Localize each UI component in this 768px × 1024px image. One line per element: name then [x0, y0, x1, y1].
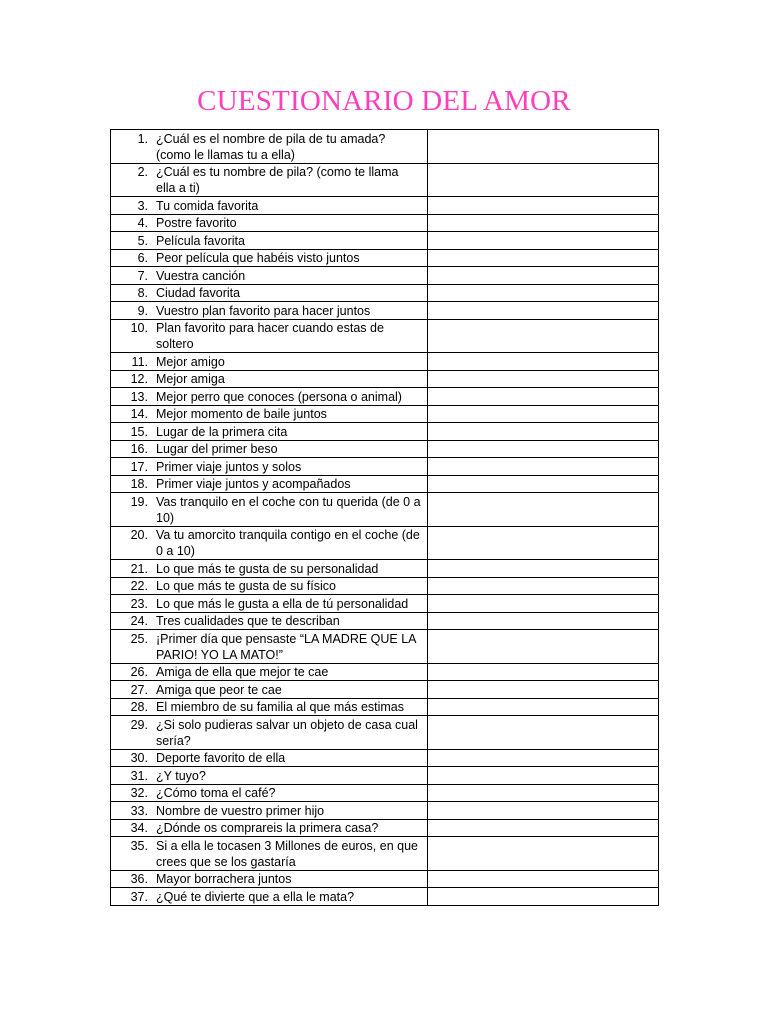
question-number: 22. [130, 579, 148, 593]
question-item [111, 320, 427, 353]
question-row [111, 630, 659, 664]
question-cell [111, 249, 428, 267]
question-row [111, 267, 659, 285]
question-number: 31. [130, 768, 148, 783]
answer-cell[interactable] [428, 749, 659, 767]
question-cell [111, 493, 428, 527]
question-item [111, 837, 427, 870]
question-text: Mejor momento de baile juntos [156, 407, 327, 421]
question-number: 10. [130, 321, 148, 335]
question-item [111, 353, 427, 370]
question-item [111, 267, 427, 284]
question-item [111, 699, 427, 716]
question-row [111, 888, 659, 906]
question-cell [111, 577, 428, 595]
question-row [111, 612, 659, 630]
question-number: 23. [130, 596, 148, 611]
question-text: Lo que más le gusta a ella de tú personalidad [156, 596, 409, 611]
question-text: ¡Primer día que pensaste “LA MADRE QUE LA PARIO! YO LA MATO!” [156, 631, 416, 662]
question-row [111, 458, 659, 476]
question-cell [111, 232, 428, 250]
answer-cell[interactable] [428, 130, 659, 164]
question-cell [111, 819, 428, 837]
question-number: 7. [137, 268, 148, 283]
question-row [111, 767, 659, 785]
question-text: Nombre de vuestro primer hijo [156, 803, 325, 818]
question-text: Película favorita [156, 233, 245, 248]
question-number: 32. [130, 786, 148, 800]
question-row [111, 663, 659, 681]
question-row [111, 560, 659, 578]
question-cell [111, 837, 428, 871]
page-title: CUESTIONARIO DEL AMOR [197, 85, 571, 117]
question-number: 26. [130, 665, 148, 679]
question-cell [111, 214, 428, 232]
answer-cell[interactable] [428, 698, 659, 716]
question-row [111, 284, 659, 302]
questionnaire-body [111, 130, 659, 906]
question-item [111, 527, 427, 560]
question-item [111, 785, 427, 802]
question-text: Tu comida favorita [156, 198, 259, 213]
question-item [111, 232, 427, 249]
question-row [111, 870, 659, 888]
question-number: 30. [130, 751, 148, 765]
question-number: 21. [130, 561, 148, 576]
question-cell [111, 698, 428, 716]
answer-cell[interactable] [428, 353, 659, 371]
question-item [111, 716, 427, 749]
question-item [111, 630, 427, 663]
question-text: ¿Cuál es el nombre de pila de tu amada? (como le llamas tu a ella) [156, 131, 386, 162]
question-text: Vuestra canción [156, 268, 246, 283]
answer-cell[interactable] [428, 163, 659, 197]
question-row [111, 784, 659, 802]
answer-cell[interactable] [428, 888, 659, 906]
question-text: Postre favorito [156, 216, 237, 230]
question-row [111, 232, 659, 250]
question-text: Lugar de la primera cita [156, 424, 288, 439]
question-row [111, 716, 659, 750]
question-item [111, 578, 427, 595]
question-number: 27. [130, 682, 148, 697]
question-text: Ciudad favorita [156, 286, 241, 300]
question-item [111, 560, 427, 577]
question-text: El miembro de su familia al que más estimas [156, 700, 405, 714]
question-number: 37. [130, 889, 148, 904]
question-text: Lo que más te gusta de su físico [156, 579, 336, 593]
question-text: Tres cualidades que te describan [156, 614, 340, 628]
question-text: ¿Si solo pudieras salvar un objeto de casa cual sería? [156, 717, 418, 748]
question-cell [111, 302, 428, 320]
question-text: Vas tranquilo en el coche con tu querida (de 0 a 10) [156, 494, 421, 525]
question-number: 1. [137, 131, 148, 146]
question-row [111, 440, 659, 458]
question-cell [111, 475, 428, 493]
question-row [111, 302, 659, 320]
question-cell [111, 370, 428, 388]
answer-cell[interactable] [428, 388, 659, 406]
question-text: ¿Y tuyo? [156, 768, 206, 783]
answer-cell[interactable] [428, 595, 659, 613]
answer-cell[interactable] [428, 284, 659, 302]
question-number: 20. [130, 528, 148, 542]
question-cell [111, 197, 428, 215]
answer-cell[interactable] [428, 370, 659, 388]
answer-cell[interactable] [428, 440, 659, 458]
question-cell [111, 405, 428, 423]
question-number: 34. [130, 821, 148, 835]
question-cell [111, 353, 428, 371]
question-cell [111, 458, 428, 476]
question-cell [111, 612, 428, 630]
question-item [111, 820, 427, 837]
question-row [111, 370, 659, 388]
question-cell [111, 749, 428, 767]
question-number: 5. [137, 233, 148, 248]
question-number: 29. [130, 717, 148, 732]
question-number: 8. [137, 286, 148, 300]
answer-cell[interactable] [428, 819, 659, 837]
question-cell [111, 440, 428, 458]
answer-cell[interactable] [428, 232, 659, 250]
question-cell [111, 163, 428, 197]
question-row [111, 130, 659, 164]
question-text: Mejor amigo [156, 354, 225, 369]
question-number: 12. [130, 372, 148, 386]
question-item [111, 888, 427, 905]
questionnaire-table [110, 129, 659, 906]
question-row [111, 802, 659, 820]
question-number: 14. [130, 407, 148, 421]
question-item [111, 595, 427, 612]
question-item [111, 871, 427, 888]
answer-cell[interactable] [428, 802, 659, 820]
question-row [111, 319, 659, 353]
question-number: 35. [130, 838, 148, 853]
answer-cell[interactable] [428, 405, 659, 423]
question-cell [111, 284, 428, 302]
question-row [111, 837, 659, 871]
question-cell [111, 423, 428, 441]
answer-cell[interactable] [428, 837, 659, 871]
question-number: 16. [130, 442, 148, 456]
question-item [111, 476, 427, 493]
question-cell [111, 595, 428, 613]
question-number: 18. [130, 477, 148, 491]
question-text: ¿Qué te divierte que a ella le mata? [156, 889, 355, 904]
question-text: Vuestro plan favorito para hacer juntos [156, 303, 371, 318]
question-text: Amiga de ella que mejor te cae [156, 665, 329, 679]
question-number: 33. [130, 803, 148, 818]
question-item [111, 164, 427, 197]
answer-cell[interactable] [428, 214, 659, 232]
question-cell [111, 526, 428, 560]
answer-cell[interactable] [428, 249, 659, 267]
question-number: 2. [137, 165, 148, 179]
question-item [111, 681, 427, 698]
question-text: Mejor perro que conoces (persona o animal) [156, 389, 402, 404]
question-row [111, 819, 659, 837]
question-cell [111, 802, 428, 820]
question-item [111, 250, 427, 267]
answer-cell[interactable] [428, 870, 659, 888]
question-item [111, 197, 427, 214]
question-item [111, 285, 427, 302]
question-number: 17. [130, 459, 148, 474]
question-text: Primer viaje juntos y acompañados [156, 477, 351, 491]
question-text: Peor película que habéis visto juntos [156, 251, 360, 265]
question-number: 15. [130, 424, 148, 439]
answer-cell[interactable] [428, 716, 659, 750]
answer-cell[interactable] [428, 663, 659, 681]
question-text: Plan favorito para hacer cuando estas de soltero [156, 321, 384, 351]
question-number: 3. [137, 198, 148, 213]
answer-cell[interactable] [428, 767, 659, 785]
question-text: Mejor amiga [156, 372, 225, 386]
question-number: 19. [130, 494, 148, 509]
question-item [111, 613, 427, 630]
question-item [111, 767, 427, 784]
question-text: Mayor borrachera juntos [156, 872, 292, 886]
question-row [111, 526, 659, 560]
question-cell [111, 767, 428, 785]
question-cell [111, 870, 428, 888]
question-item [111, 215, 427, 232]
question-item [111, 406, 427, 423]
question-cell [111, 681, 428, 699]
question-row [111, 197, 659, 215]
answer-cell[interactable] [428, 612, 659, 630]
question-text: Lo que más te gusta de su personalidad [156, 561, 379, 576]
question-cell [111, 267, 428, 285]
question-row [111, 163, 659, 197]
question-row [111, 595, 659, 613]
question-text: Deporte favorito de ella [156, 751, 286, 765]
question-number: 6. [137, 251, 148, 265]
question-number: 4. [137, 216, 148, 230]
question-cell [111, 630, 428, 664]
question-number: 11. [131, 354, 148, 369]
answer-cell[interactable] [428, 630, 659, 664]
question-item [111, 664, 427, 681]
question-cell [111, 888, 428, 906]
question-cell [111, 663, 428, 681]
question-text: Amiga que peor te cae [156, 682, 282, 697]
answer-cell[interactable] [428, 560, 659, 578]
question-number: 36. [130, 872, 148, 886]
question-number: 9. [137, 303, 148, 318]
answer-cell[interactable] [428, 302, 659, 320]
answer-cell[interactable] [428, 458, 659, 476]
question-item [111, 802, 427, 819]
question-row [111, 423, 659, 441]
question-row [111, 214, 659, 232]
question-row [111, 249, 659, 267]
question-item [111, 371, 427, 388]
question-cell [111, 716, 428, 750]
question-text: ¿Cómo toma el café? [156, 786, 276, 800]
question-cell [111, 130, 428, 164]
question-item [111, 302, 427, 319]
question-row [111, 698, 659, 716]
question-text: Lugar del primer beso [156, 442, 278, 456]
question-item [111, 458, 427, 475]
question-row [111, 388, 659, 406]
question-text: ¿Cuál es tu nombre de pila? (como te llama ella a ti) [156, 165, 399, 195]
question-row [111, 493, 659, 527]
question-text: ¿Dónde os comprareis la primera casa? [156, 821, 379, 835]
question-number: 13. [130, 389, 148, 404]
question-item [111, 441, 427, 458]
question-item [111, 388, 427, 405]
question-row [111, 577, 659, 595]
question-cell [111, 388, 428, 406]
answer-cell[interactable] [428, 267, 659, 285]
question-cell [111, 319, 428, 353]
question-text: Va tu amorcito tranquila contigo en el coche (de 0 a 10) [156, 528, 420, 558]
answer-cell[interactable] [428, 475, 659, 493]
question-row [111, 475, 659, 493]
question-item [111, 130, 427, 163]
question-number: 28. [130, 700, 148, 714]
answer-cell[interactable] [428, 423, 659, 441]
question-number: 25. [130, 631, 148, 646]
question-item [111, 493, 427, 526]
question-text: Primer viaje juntos y solos [156, 459, 302, 474]
question-number: 24. [130, 614, 148, 628]
answer-cell[interactable] [428, 784, 659, 802]
answer-cell[interactable] [428, 493, 659, 527]
answer-cell[interactable] [428, 197, 659, 215]
answer-cell[interactable] [428, 526, 659, 560]
question-cell [111, 784, 428, 802]
question-item [111, 423, 427, 440]
question-row [111, 405, 659, 423]
question-row [111, 681, 659, 699]
answer-cell[interactable] [428, 681, 659, 699]
question-cell [111, 560, 428, 578]
question-text: Si a ella le tocasen 3 Millones de euros, en que crees que se los gastaría [156, 838, 418, 869]
question-row [111, 749, 659, 767]
question-item [111, 750, 427, 767]
question-row [111, 353, 659, 371]
answer-cell[interactable] [428, 319, 659, 353]
answer-cell[interactable] [428, 577, 659, 595]
